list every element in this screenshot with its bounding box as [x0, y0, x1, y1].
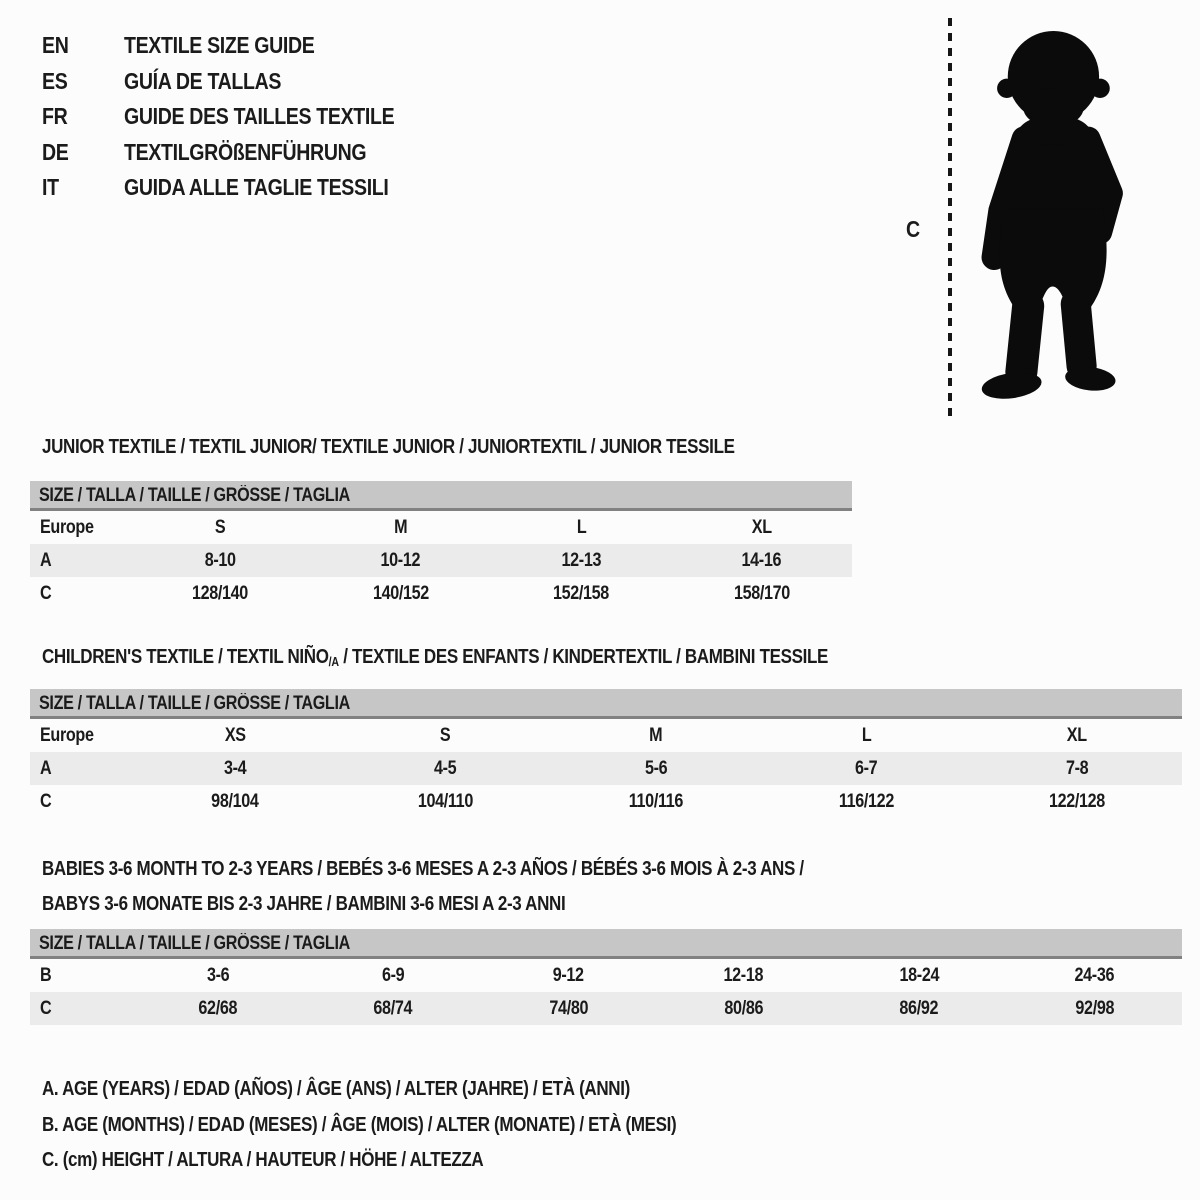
lang-code: DE: [42, 138, 69, 165]
cell-value: 122/128: [1048, 791, 1105, 812]
cell-value: 6-9: [381, 965, 405, 986]
lang-code: IT: [42, 174, 59, 200]
cell-value: S: [440, 725, 451, 746]
table-row-height: [30, 785, 1182, 818]
note-age-years: A. AGE (YEARS) / EDAD (AÑOS) / ÂGE (ANS) / ALTER (JAHRE) / ETÀ (ANNI): [42, 1078, 630, 1100]
babies-section-title: [42, 852, 938, 922]
cell-value: 6-7: [855, 758, 878, 779]
legend-notes: [42, 1072, 788, 1179]
cell-value: 9-12: [552, 965, 584, 986]
cell-value: 5-6: [644, 758, 668, 779]
cell-value: 68/74: [373, 998, 413, 1019]
children-size-table: [30, 689, 1182, 818]
cell-value: M: [394, 517, 408, 538]
row-label: C: [40, 998, 52, 1019]
cell-value: XL: [1066, 725, 1087, 746]
row-label: A: [40, 550, 52, 571]
cell-value: M: [649, 725, 663, 746]
cell-value: XL: [751, 517, 772, 538]
height-measure-label: C: [906, 216, 920, 242]
lang-row-fr: [42, 99, 442, 135]
size-header-label: SIZE / TALLA / TAILLE / GRÖSSE / TAGLIA: [39, 485, 350, 506]
row-label: C: [40, 791, 52, 812]
cell-value: 104/110: [418, 791, 474, 812]
children-section-title: [42, 640, 967, 680]
size-header-label: SIZE / TALLA / TAILLE / GRÖSSE / TAGLIA: [39, 933, 350, 954]
guide-title-fr: GUIDE DES TAILLES TEXTILE: [124, 103, 395, 129]
junior-section-title: [42, 430, 857, 465]
cell-value: 4-5: [434, 758, 457, 779]
cell-value: 86/92: [899, 998, 939, 1019]
cell-value: 12-18: [723, 965, 764, 986]
cell-value: 92/98: [1074, 998, 1114, 1019]
cell-value: 80/86: [724, 998, 764, 1019]
cell-value: 116/122: [838, 791, 894, 812]
cell-value: 98/104: [211, 791, 259, 812]
cell-value: 10-12: [380, 550, 421, 571]
table-row-months: [30, 959, 1182, 992]
size-header-label: SIZE / TALLA / TAILLE / GRÖSSE / TAGLIA: [39, 693, 350, 714]
table-row-age: [30, 544, 852, 577]
cell-value: 3-4: [224, 758, 247, 779]
table-row-height: [30, 577, 852, 610]
cell-value: 12-13: [561, 550, 602, 571]
row-label: Europe: [40, 517, 94, 538]
cell-value: L: [576, 517, 587, 538]
size-header-bar: [30, 689, 1182, 719]
cell-value: 74/80: [548, 998, 588, 1019]
cell-value: S: [215, 517, 226, 538]
size-header-bar: [30, 929, 1182, 959]
junior-size-table: [30, 481, 852, 610]
row-label: Europe: [40, 725, 94, 746]
guide-title-it: GUIDA ALLE TAGLIE TESSILI: [124, 174, 389, 200]
cell-value: 8-10: [204, 550, 236, 571]
row-label: C: [40, 583, 52, 604]
babies-size-table: [30, 929, 1182, 1025]
lang-code: FR: [42, 103, 68, 129]
babies-title-line2: BABYS 3-6 MONATE BIS 2-3 JAHRE / BAMBINI 3-6 MESI A 2-3 ANNI: [42, 893, 566, 915]
cell-value: 128/140: [192, 583, 249, 604]
guide-title-es: GUÍA DE TALLAS: [124, 67, 282, 94]
cell-value: L: [861, 725, 872, 746]
cell-value: 110/116: [628, 791, 684, 812]
table-row-europe: [30, 511, 852, 544]
cell-value: 140/152: [372, 583, 429, 604]
babies-title-line1: BABIES 3-6 MONTH TO 2-3 YEARS / BEBÉS 3-6 MESES A 2-3 AÑOS / BÉBÉS 3-6 MOIS À 2-3 ANS /: [42, 858, 804, 880]
note-height-cm: C. (cm) HEIGHT / ALTURA / HAUTEUR / HÖHE / ALTEZZA: [42, 1149, 484, 1171]
cell-value: 152/158: [553, 583, 610, 604]
lang-row-de: [42, 135, 442, 171]
language-title-block: [42, 28, 442, 206]
lang-row-en: [42, 28, 442, 64]
cell-value: XS: [224, 725, 246, 746]
cell-value: 14-16: [741, 550, 782, 571]
table-row-age: [30, 752, 1182, 785]
children-section-title-text: CHILDREN'S TEXTILE / TEXTIL NIÑO/A / TEXTILE DES ENFANTS / KINDERTEXTIL / BAMBINI TESSILE: [42, 646, 829, 669]
guide-title-en: TEXTILE SIZE GUIDE: [124, 32, 315, 58]
size-header-bar: [30, 481, 852, 511]
height-measure-line: [948, 18, 952, 416]
lang-code: EN: [42, 32, 69, 58]
table-row-europe: [30, 719, 1182, 752]
row-label: B: [40, 965, 52, 986]
lang-row-it: [42, 170, 442, 206]
lang-row-es: [42, 64, 442, 100]
table-row-height: [30, 992, 1182, 1025]
note-age-months: B. AGE (MONTHS) / EDAD (MESES) / ÂGE (MOIS) / ALTER (MONATE) / ETÀ (MESI): [42, 1113, 677, 1136]
lang-code: ES: [42, 67, 68, 94]
cell-value: 3-6: [206, 965, 229, 986]
junior-section-title-text: JUNIOR TEXTILE / TEXTIL JUNIOR/ TEXTILE JUNIOR / JUNIORTEXTIL / JUNIOR TESSILE: [42, 436, 735, 458]
cell-value: 7-8: [1065, 758, 1088, 779]
row-label: A: [40, 758, 52, 779]
nino-a-subscript: /A: [328, 655, 339, 669]
cell-value: 158/170: [733, 583, 790, 604]
cell-value: 62/68: [198, 998, 238, 1019]
toddler-silhouette-icon: [966, 22, 1136, 414]
cell-value: 24-36: [1074, 965, 1115, 986]
cell-value: 18-24: [899, 965, 939, 986]
guide-title-de: TEXTILGRÖßENFÜHRUNG: [124, 138, 367, 165]
